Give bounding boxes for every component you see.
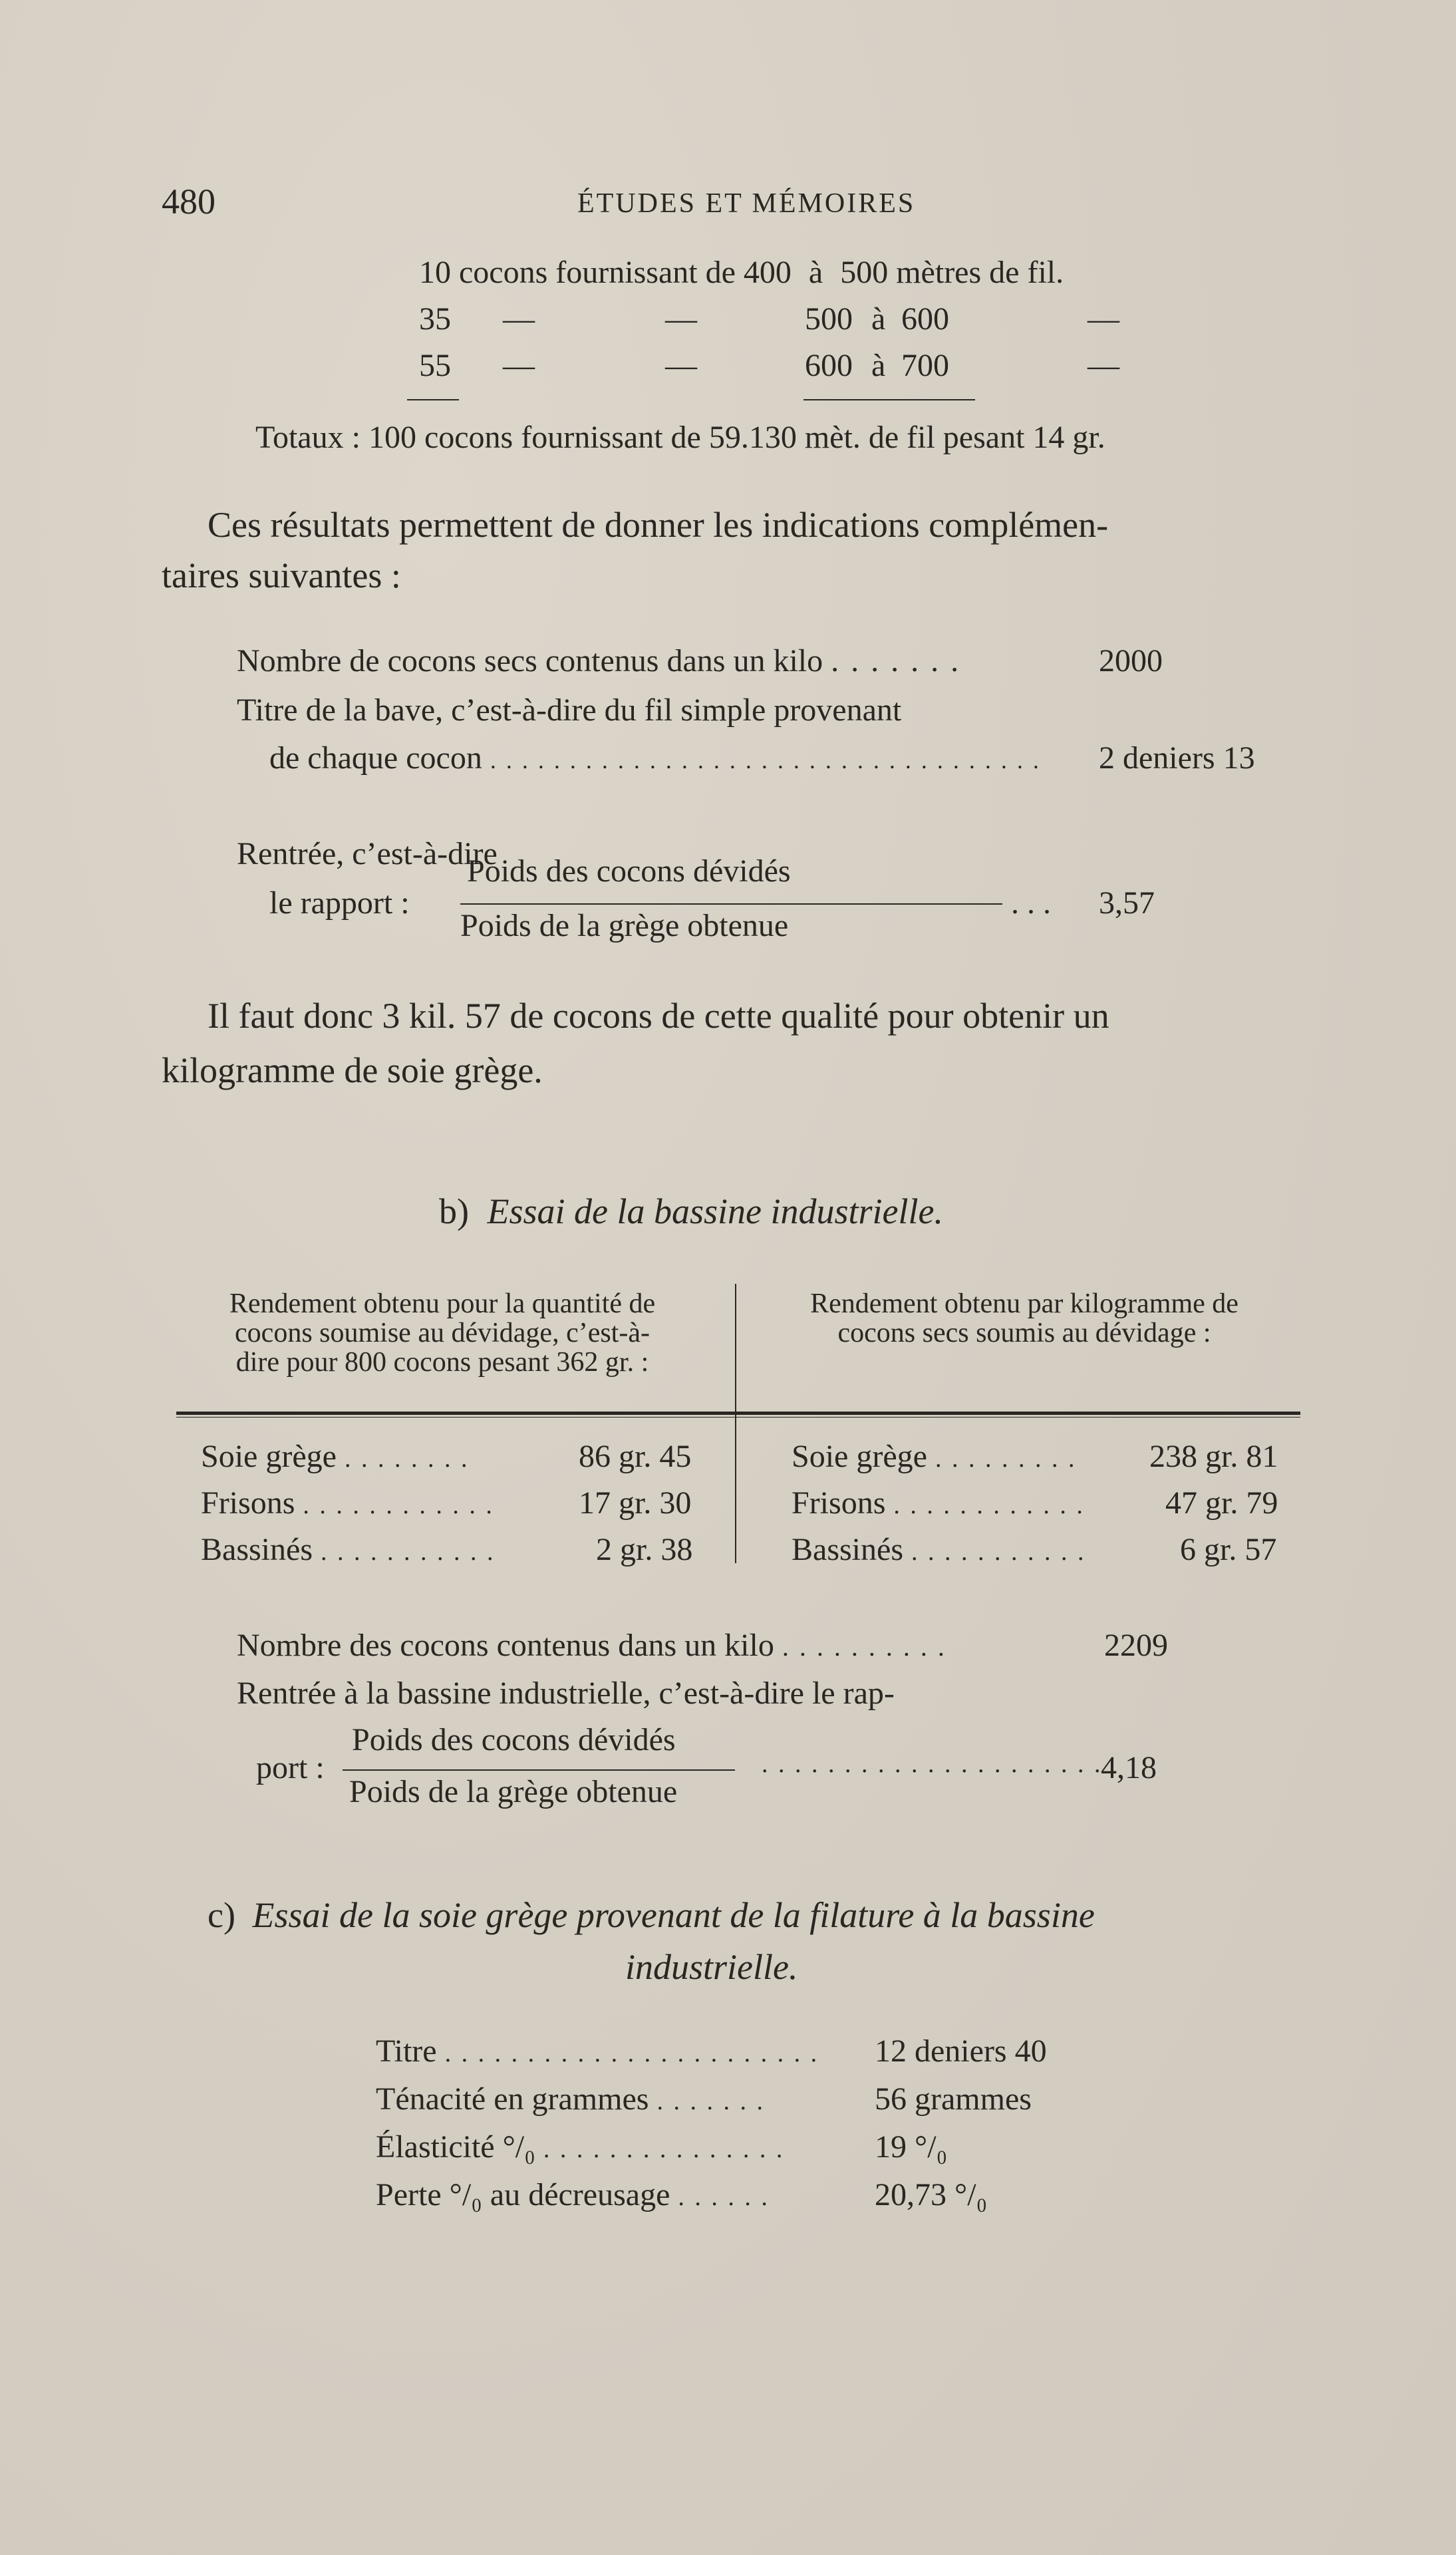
sum-rule-right xyxy=(803,399,975,400)
rentree-1-fraction: Poids des cocons dévidés Poids de la grège obtenue xyxy=(460,853,1006,953)
info-value-1: 2000 xyxy=(1099,643,1163,678)
table-right-row-1: Soie grège . . . . . . . . . xyxy=(792,1439,1077,1474)
property-row-perte: Perte °/₀ au décreusage . . . . . . xyxy=(376,2177,770,2212)
table-left-value-1: 86 gr. 45 xyxy=(579,1439,692,1474)
rentree-1-label-1: Rentrée, c’est-à-dire xyxy=(237,836,498,871)
fraction-bar xyxy=(460,903,1002,905)
property-row-tenacite: Ténacité en grammes . . . . . . . xyxy=(376,2081,765,2117)
rentree-1-label-2: le rapport : xyxy=(269,885,410,921)
cocoons-per-kilo-line: Nombre des cocons contenus dans un kilo . . . . . . . . . . xyxy=(237,1628,946,1663)
property-row-titre: Titre . . . . . . . . . . . . . . . . . . . . . . . xyxy=(376,2033,819,2069)
table-header-rule-thin xyxy=(176,1417,1300,1418)
table-left-value-3: 2 gr. 38 xyxy=(596,1532,693,1567)
intro-line-2: taires suivantes : xyxy=(162,555,401,595)
table-left-header-1: Rendement obtenu pour la quantité de xyxy=(229,1288,656,1319)
yield-line-1: 10 cocons fournissant de 400 à 500 mètres de fil. xyxy=(419,255,1064,290)
rentree-2-fraction: Poids des cocons dévidés Poids de la grège obtenue xyxy=(349,1722,748,1821)
table-header-rule xyxy=(176,1412,1300,1415)
yield-line-3: 55 — — 600 à 700 — xyxy=(419,348,1119,383)
rentree-1-value: 3,57 xyxy=(1099,885,1155,921)
table-column-divider xyxy=(735,1284,736,1563)
totals-line: Totaux : 100 cocons fournissant de 59.130 mèt. de fil pesant 14 gr. xyxy=(255,420,1105,455)
running-title: ÉTUDES ET MÉMOIRES xyxy=(577,188,916,219)
table-left-header-2: cocons soumise au dévidage, c’est-à- xyxy=(235,1318,650,1348)
property-row-elasticite: Élasticité °/₀ . . . . . . . . . . . . . . . xyxy=(376,2129,785,2165)
property-value-titre: 12 deniers 40 xyxy=(875,2033,1047,2069)
info-value-3: 2 deniers 13 xyxy=(1099,740,1255,776)
rentree-1-dots: . . . xyxy=(1011,885,1051,921)
cocoons-per-kilo-value: 2209 xyxy=(1104,1628,1168,1663)
table-right-value-1: 238 gr. 81 xyxy=(1149,1439,1278,1474)
sum-rule-left xyxy=(407,399,459,400)
section-c-heading-1: c) Essai de la soie grège provenant de la filature à la bassine xyxy=(208,1895,1095,1935)
table-left-header-3: dire pour 800 cocons pesant 362 gr. : xyxy=(235,1347,649,1378)
info-line-3: de chaque cocon . . . . . . . . . . . . . . . . . . . . . . . . . . . . . . . . . . . xyxy=(269,740,1041,776)
table-left-row-3: Bassinés . . . . . . . . . . . xyxy=(201,1532,496,1567)
conclusion-line-2: kilogramme de soie grège. xyxy=(162,1050,543,1090)
rentree-2-line: Rentrée à la bassine industrielle, c’est-à-dire le rap- xyxy=(237,1676,895,1711)
table-right-header-2: cocons secs soumis au dévidage : xyxy=(837,1318,1211,1348)
table-left-value-2: 17 gr. 30 xyxy=(579,1485,692,1521)
property-value-perte: 20,73 °/₀ xyxy=(875,2177,988,2212)
table-left-row-2: Frisons . . . . . . . . . . . . xyxy=(201,1485,494,1521)
yield-table xyxy=(166,1284,1300,1583)
fraction-bar xyxy=(343,1769,735,1771)
conclusion-line-1: Il faut donc 3 kil. 57 de cocons de cette qualité pour obtenir un xyxy=(208,996,1109,1036)
section-c-heading-2: industrielle. xyxy=(625,1947,798,1987)
port-label: port : xyxy=(256,1750,325,1785)
table-right-value-2: 47 gr. 79 xyxy=(1165,1485,1278,1521)
rentree-2-dots: . . . . . . . . . . . . . . . . . . . . . xyxy=(762,1750,1103,1778)
table-right-value-3: 6 gr. 57 xyxy=(1180,1532,1277,1567)
yield-line-2: 35 — — 500 à 600 — xyxy=(419,301,1119,337)
rentree-2-value: 4,18 xyxy=(1101,1750,1157,1785)
info-line-2: Titre de la bave, c’est-à-dire du fil simple provenant xyxy=(237,692,902,728)
table-left-row-1: Soie grège . . . . . . . . xyxy=(201,1439,470,1474)
table-right-row-3: Bassinés . . . . . . . . . . . xyxy=(792,1532,1086,1567)
property-value-elasticite: 19 °/₀ xyxy=(875,2129,948,2165)
table-right-row-2: Frisons . . . . . . . . . . . . xyxy=(792,1485,1085,1521)
property-value-tenacite: 56 grammes xyxy=(875,2081,1032,2117)
section-b-heading: b) Essai de la bassine industrielle. xyxy=(439,1191,943,1231)
table-right-header-1: Rendement obtenu par kilogramme de xyxy=(810,1288,1238,1319)
intro-line-1: Ces résultats permettent de donner les indications complémen- xyxy=(208,505,1109,545)
page-number: 480 xyxy=(162,182,216,222)
info-line-1: Nombre de cocons secs contenus dans un kilo . . . . . . . xyxy=(237,643,961,678)
